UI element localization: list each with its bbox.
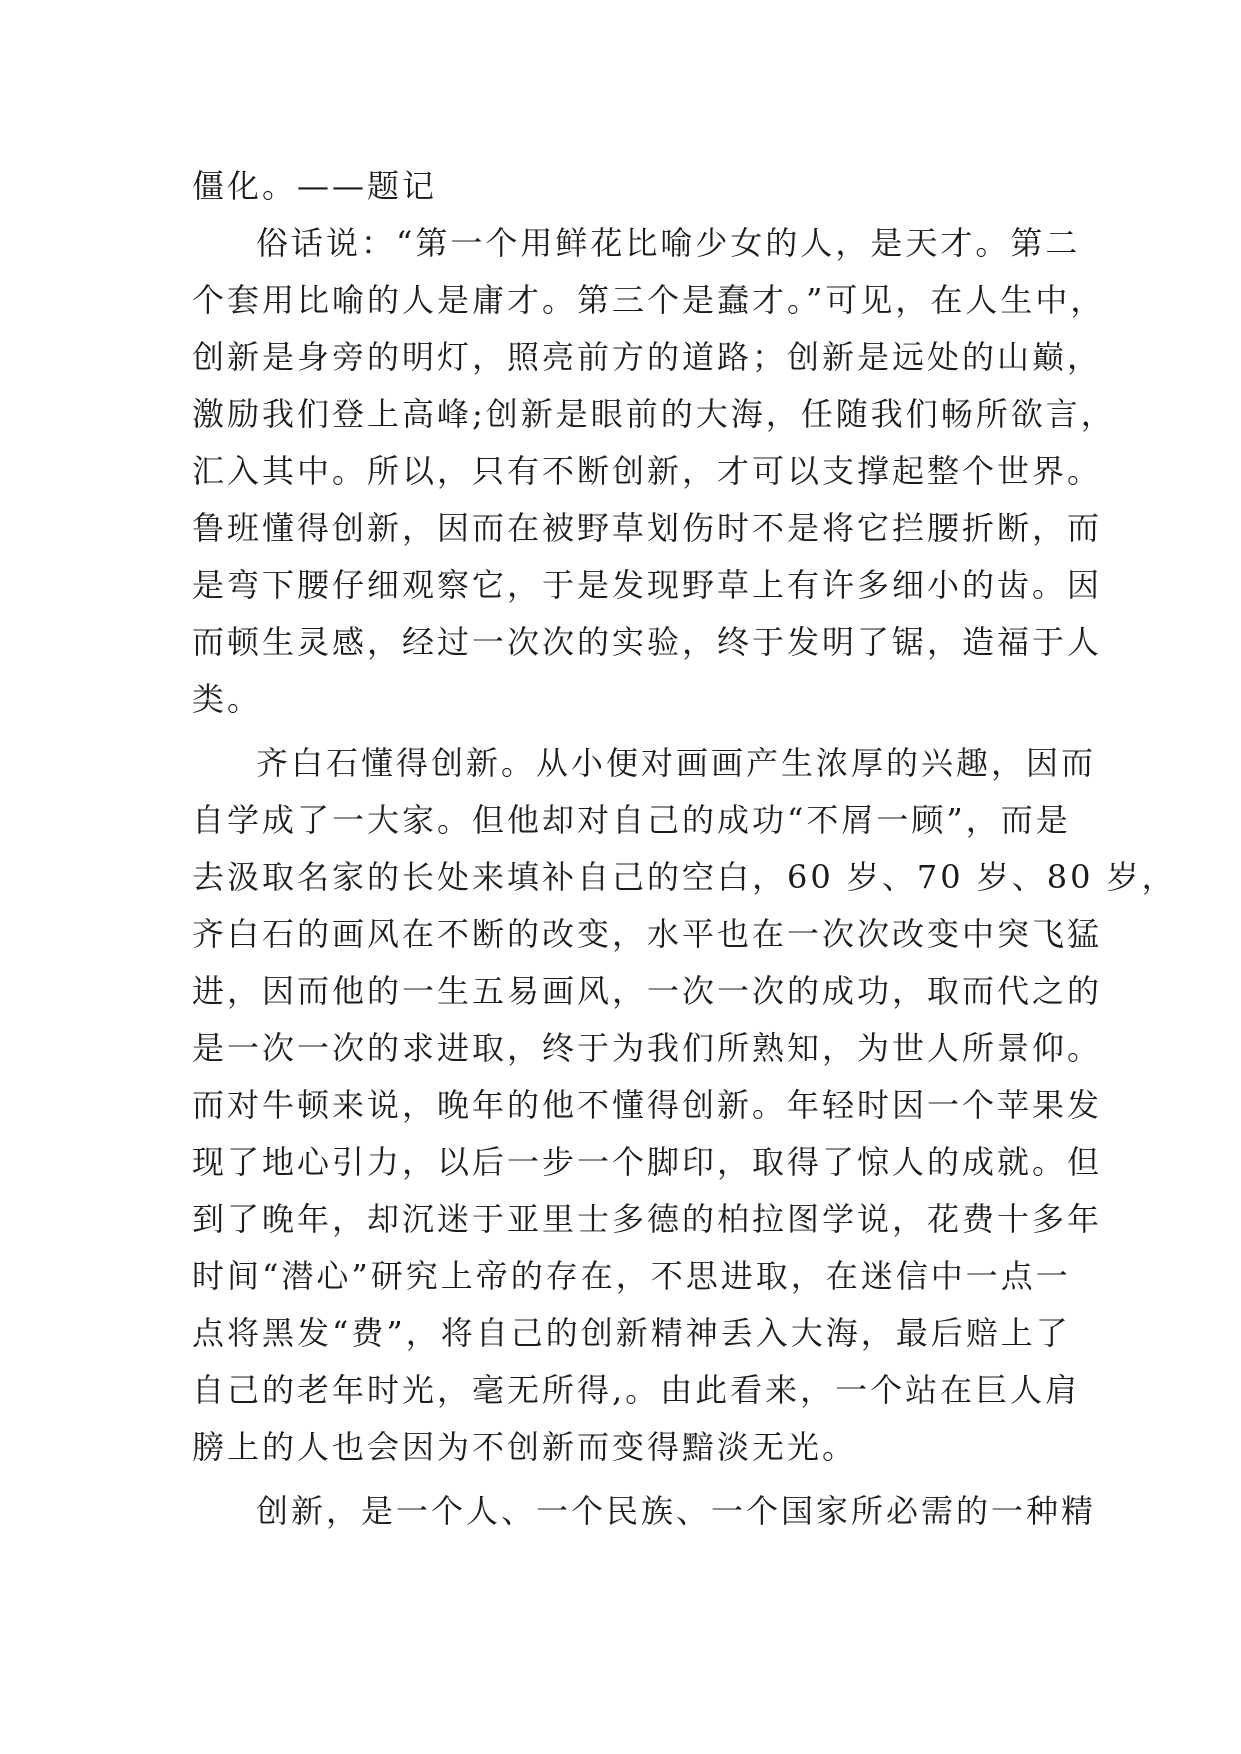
text-line: 时间“潜心”研究上帝的存在，不思进取，在迷信中一点一: [192, 1257, 1071, 1295]
text-line: 是一次一次的求进取，终于为我们所熟知，为世人所景仰。: [192, 1029, 1103, 1067]
text-line: 膀上的人也会因为不创新而变得黯淡无光。: [192, 1428, 858, 1466]
text-line: 僵化。——题记: [192, 167, 438, 205]
text-line: 自学成了一大家。但他却对自己的成功“不屑一顾”，而是: [192, 801, 1071, 839]
text-line: 现了地心引力，以后一步一个脚印，取得了惊人的成就。但: [192, 1143, 1103, 1181]
text-line: 激励我们登上高峰;创新是眼前的大海，任随我们畅所欲言，: [192, 395, 1116, 433]
text-line: 去汲取名家的长处来填补自己的空白，60 岁、70 岁、80 岁，: [192, 858, 1177, 896]
document-body: [192, 158, 1177, 1540]
text-line: 是弯下腰仔细观察它，于是发现野草上有许多细小的齿。因: [192, 566, 1103, 604]
text-line: 而对牛顿来说，晚年的他不懂得创新。年轻时因一个苹果发: [192, 1086, 1103, 1124]
text-line: 自己的老年时光，毫无所得,。由此看来，一个站在巨人肩: [192, 1371, 1081, 1409]
text-line: 汇入其中。所以，只有不断创新，才可以支撑起整个世界。: [192, 452, 1103, 490]
text-line: 到了晚年，却沉迷于亚里士多德的柏拉图学说，花费十多年: [192, 1200, 1103, 1238]
text-line: 进，因而他的一生五易画风，一次一次的成功，取而代之的: [192, 972, 1103, 1010]
text-line: 齐白石的画风在不断的改变，水平也在一次次改变中突飞猛: [192, 915, 1103, 953]
text-line: 个套用比喻的人是庸才。第三个是蠢才。”可见，在人生中，: [192, 281, 1106, 319]
text-line: 齐白石懂得创新。从小便对画画产生浓厚的兴趣，因而: [256, 744, 1097, 782]
text-line: 鲁班懂得创新，因而在被野草划伤时不是将它拦腰折断，而: [192, 509, 1103, 547]
text-line: 俗话说：“第一个用鲜花比喻少女的人，是天才。第二: [256, 224, 1081, 262]
text-line: 创新，是一个人、一个民族、一个国家所必需的一种精: [256, 1492, 1097, 1530]
text-line: 点将黑发“费”，将自己的创新精神丢入大海，最后赔上了: [192, 1314, 1071, 1352]
text-line: 类。: [192, 680, 263, 718]
text-line: 而顿生灵感，经过一次次的实验，终于发明了锯，造福于人: [192, 623, 1103, 661]
text-line: 创新是身旁的明灯，照亮前方的道路；创新是远处的山巅，: [192, 338, 1103, 376]
